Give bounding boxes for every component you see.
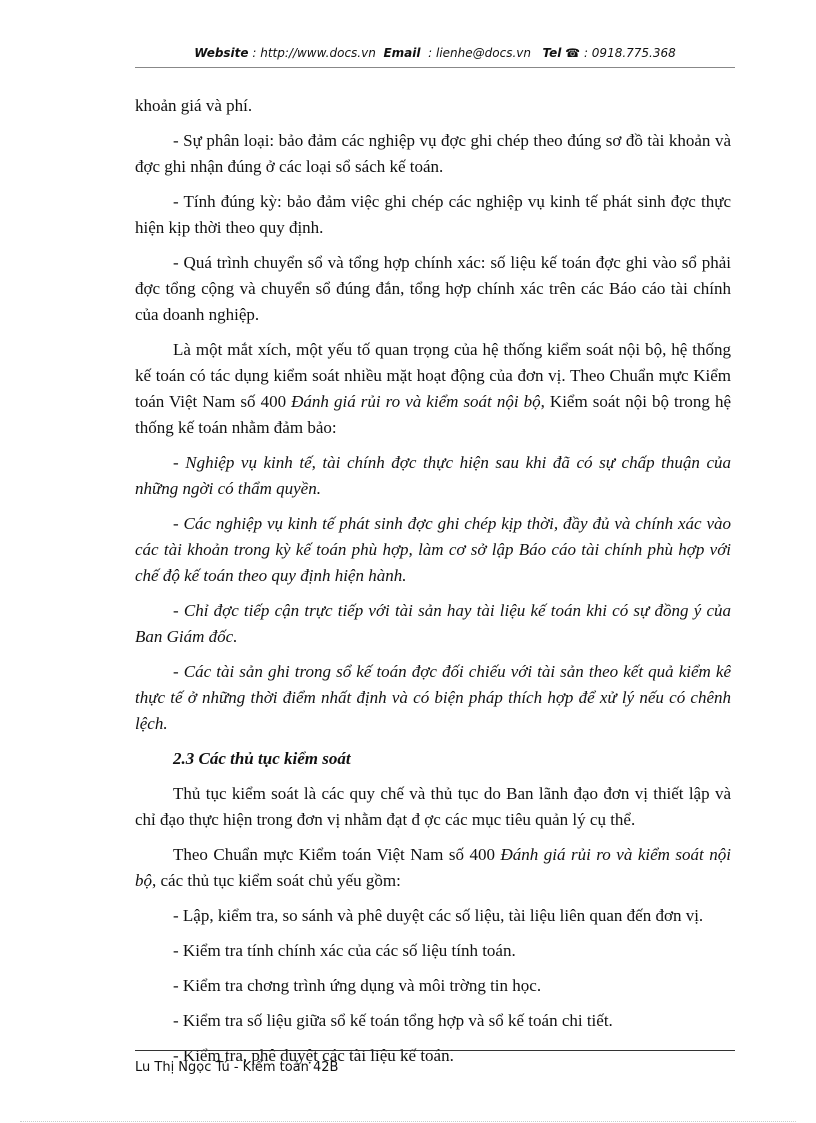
list-item: - Kiểm tra tính chính xác của các số liệu tính toán. <box>173 941 516 960</box>
footer-divider <box>135 1050 735 1051</box>
paragraph: - Tính đúng kỳ: bảo đảm việc ghi chép các nghiệp vụ kinh tế phát sinh đợc thực hiện kịp thời theo quy định. <box>135 192 731 237</box>
paragraph-text: , Kiểm soát nội bộ trong hệ thống kế toán nhằm đảm bảo: <box>135 392 732 437</box>
email-link[interactable]: : lienhe@docs.vn <box>428 46 531 60</box>
tel-label: Tel <box>542 46 562 60</box>
list-item: - Kiểm tra, phê duyệt các tài liệu kế toán. <box>173 1046 454 1065</box>
document-body <box>135 93 731 1078</box>
page-bottom-border <box>20 1121 796 1122</box>
paragraph: - Sự phân loại: bảo đảm các nghiệp vụ đợc ghi chép theo đúng sơ đồ tài khoản và đợc ghi nhận đúng ở các loại sổ sách kế toán. <box>135 131 731 176</box>
paragraph <box>135 337 731 441</box>
italic-paragraph: - Các nghiệp vụ kinh tế phát sinh đợc ghi chép kịp thời, đầy đủ và chính xác vào các tài khoản trong kỳ kế toán phù hợp, làm cơ sở lập Báo cáo tài chính phù hợp với chế độ kế toán theo quy định hiện hành. <box>135 514 731 585</box>
paragraph-text: Là một mắt xích, một yếu tố quan trọng của hệ thống kiểm soát nội bộ, hệ thống kế toán có tác dụng kiểm soát nhiều mặt hoạt động của đơn vị. Theo Chuẩn mực Kiểm toán Việt Nam số 400 <box>135 340 731 411</box>
standard-title: Đánh giá rủi ro và kiểm soát nội bộ <box>291 392 541 411</box>
list-item: - Kiểm tra số liệu giữa sổ kế toán tổng hợp và sổ kế toán chi tiết. <box>173 1011 613 1030</box>
paragraph-text: Theo Chuẩn mực Kiểm toán Việt Nam số 400 <box>173 845 501 864</box>
header-divider <box>135 67 735 68</box>
paragraph: khoản giá và phí. <box>135 96 253 115</box>
standard-title: Đánh giá rủi ro và kiểm soát nội bộ <box>135 845 731 890</box>
page-header <box>135 46 735 60</box>
paragraph <box>135 842 731 894</box>
website-link[interactable]: : http://www.docs.vn <box>252 46 376 60</box>
italic-paragraph: - Chỉ đợc tiếp cận trực tiếp với tài sản hay tài liệu kế toán khi có sự đồng ý của Ban Giám đốc. <box>135 601 731 646</box>
list-item: - Kiểm tra chơng trình ứng dụng và môi trờng tin học. <box>173 976 542 995</box>
email-label: Email <box>383 46 421 60</box>
paragraph: Thủ tục kiểm soát là các quy chế và thủ tục do Ban lãnh đạo đơn vị thiết lập và chỉ đạo thực hiện trong đơn vị nhằm đạt đ ợc các mục tiêu quản lý cụ thể. <box>135 784 731 829</box>
paragraph: - Quá trình chuyển sổ và tổng hợp chính xác: số liệu kế toán đợc ghi vào sổ phải đợc tổng cộng và chuyển sổ đúng đắn, tổng hợp chính xác trên các Báo cáo tài chính của doanh nghiệp. <box>135 253 731 324</box>
list-item: - Lập, kiểm tra, so sánh và phê duyệt các số liệu, tài liệu liên quan đến đơn vị. <box>173 906 704 925</box>
italic-paragraph: - Các tài sản ghi trong sổ kế toán đợc đối chiếu với tài sản theo kết quả kiểm kê thực tế ở những thời điểm nhất định và có biện pháp thích hợp để xử lý nếu có chênh lệch. <box>135 662 731 733</box>
page-footer: Lu Thị Ngọc Tú - Kiểm toán 42B <box>135 1060 339 1075</box>
paragraph-text: , các thủ tục kiểm soát chủ yếu gồm: <box>152 871 401 890</box>
tel-value: : 0918.775.368 <box>583 46 676 60</box>
website-label: Website <box>194 46 249 60</box>
phone-icon: ☎ <box>565 46 581 60</box>
section-heading: 2.3 Các thủ tục kiểm soát <box>173 749 351 768</box>
italic-paragraph: - Nghiệp vụ kinh tế, tài chính đợc thực hiện sau khi đã có sự chấp thuận của những ngời có thẩm quyền. <box>135 453 731 498</box>
